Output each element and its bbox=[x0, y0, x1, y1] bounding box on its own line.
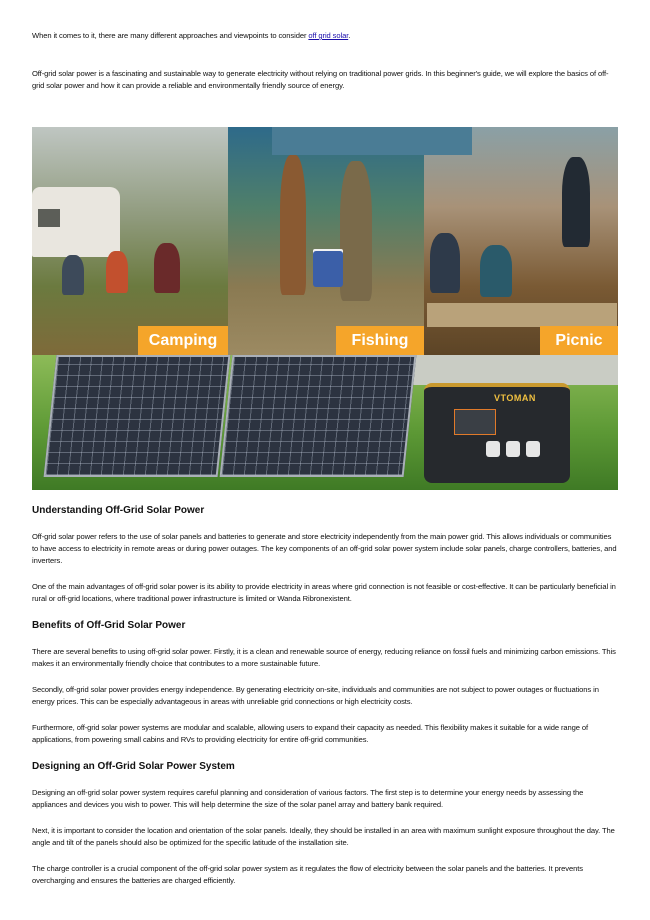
off-grid-solar-link[interactable]: off grid solar bbox=[308, 31, 349, 40]
section-paragraph: Off-grid solar power refers to the use of solar panels and batteries to generate and store electricity independently from the main power grid. This allows individuals or communities to have access to electricity in remote areas or during power outages. The key components of an off-grid solar power system include solar panels, charge controllers, batteries, and inverters. bbox=[32, 532, 617, 565]
camper-figure bbox=[154, 243, 180, 293]
section-paragraph: Designing an off-grid solar power system requires careful planning and consideration of various factors. The first step is to determine your energy needs by assessing the appliances and devices you wish to power. This will help determine the size of the solar panel array and battery bank required. bbox=[32, 788, 584, 809]
label-band-fishing bbox=[336, 326, 424, 355]
article bbox=[32, 30, 618, 901]
camping-photo bbox=[32, 127, 228, 355]
ac-outlet bbox=[486, 441, 500, 457]
solar-panel-left bbox=[44, 355, 231, 477]
section-heading: Designing an Off-Grid Solar Power System bbox=[32, 761, 235, 772]
solar-panel-right bbox=[220, 355, 417, 477]
picnic-figure bbox=[562, 157, 590, 247]
section-heading: Understanding Off-Grid Solar Power bbox=[32, 505, 205, 516]
section-paragraph: Secondly, off-grid solar power provides energy independence. By generating electricity on-site, individuals and communities are not subject to power outages or fluctuations in energy prices. This can be especially advantageous in areas with unreliable grid connections or high electricity costs. bbox=[32, 685, 599, 706]
section-paragraph: There are several benefits to using off-grid solar power. Firstly, it is a clean and renewable source of energy, reducing reliance on fossil fuels and minimizing carbon emissions. This makes it an environmentally friendly choice that contributes to a more sustainable future. bbox=[32, 647, 616, 668]
brand-logo: VTOMAN bbox=[494, 393, 536, 403]
intro-text-end: . bbox=[348, 31, 351, 40]
lead-paragraph: Off-grid solar power is a fascinating and sustainable way to generate electricity without relying on traditional power grids. In this beginner's guide, we will explore the basics of off-grid solar power and how it can provide a reliable and environmentally friendly source of energy. bbox=[32, 69, 609, 90]
section-benefits bbox=[32, 619, 618, 746]
picnic-figure bbox=[480, 245, 512, 297]
camping-label: Camping bbox=[148, 331, 218, 349]
power-station-display bbox=[454, 409, 496, 435]
section-designing bbox=[32, 760, 618, 887]
label-band-picnic bbox=[540, 326, 618, 355]
camper-figure bbox=[106, 251, 128, 293]
intro-text: When it comes to it, there are many different approaches and viewpoints to consider bbox=[32, 31, 309, 40]
fisher-figure bbox=[280, 155, 306, 295]
fisher-figure bbox=[340, 161, 372, 301]
fishing-photo bbox=[228, 127, 424, 355]
picnic-figure bbox=[430, 233, 460, 293]
picnic-table bbox=[427, 303, 617, 327]
camper-figure bbox=[62, 255, 84, 295]
intro-paragraph bbox=[32, 30, 618, 42]
power-station bbox=[424, 383, 570, 483]
section-paragraph: Furthermore, off-grid solar power systems are modular and scalable, allowing users to expand their capacity as needed. This flexibility makes it suitable for a wide range of applications, from powering small cabins and RVs to providing electricity for entire off-grid communities. bbox=[32, 723, 589, 744]
section-paragraph: Next, it is important to consider the location and orientation of the solar panels. Ideally, they should be installed in an area with maximum sunlight exposure throughout the day. The angle and tilt of the panels should also be optimized for the specific latitude of the installation site. bbox=[32, 826, 615, 847]
label-band-camping bbox=[138, 326, 228, 355]
section-paragraph: The charge controller is a crucial component of the off-grid solar power system as it regulates the flow of electricity between the solar panels and the batteries. It prevents overcharging and ensures the batteries are charged efficiently. bbox=[32, 864, 583, 885]
picnic-label: Picnic bbox=[555, 331, 603, 349]
hero-image bbox=[32, 127, 618, 490]
canopy-awning bbox=[272, 127, 472, 155]
section-paragraph: One of the main advantages of off-grid solar power is its ability to provide electricity in areas where grid connection is not feasible or cost-effective. It can be particularly beneficial in rural or off-grid locations, where traditional power infrastructure is limited or Wanda Ribronexistent. bbox=[32, 582, 616, 603]
fishing-label: Fishing bbox=[351, 331, 409, 349]
ac-outlet bbox=[526, 441, 540, 457]
ac-outlet bbox=[506, 441, 520, 457]
rv-window bbox=[38, 209, 60, 227]
tent-background bbox=[412, 355, 618, 385]
section-understanding bbox=[32, 504, 618, 605]
section-heading: Benefits of Off-Grid Solar Power bbox=[32, 620, 186, 631]
blue-cooler bbox=[313, 251, 343, 287]
rv-trailer bbox=[32, 187, 120, 257]
